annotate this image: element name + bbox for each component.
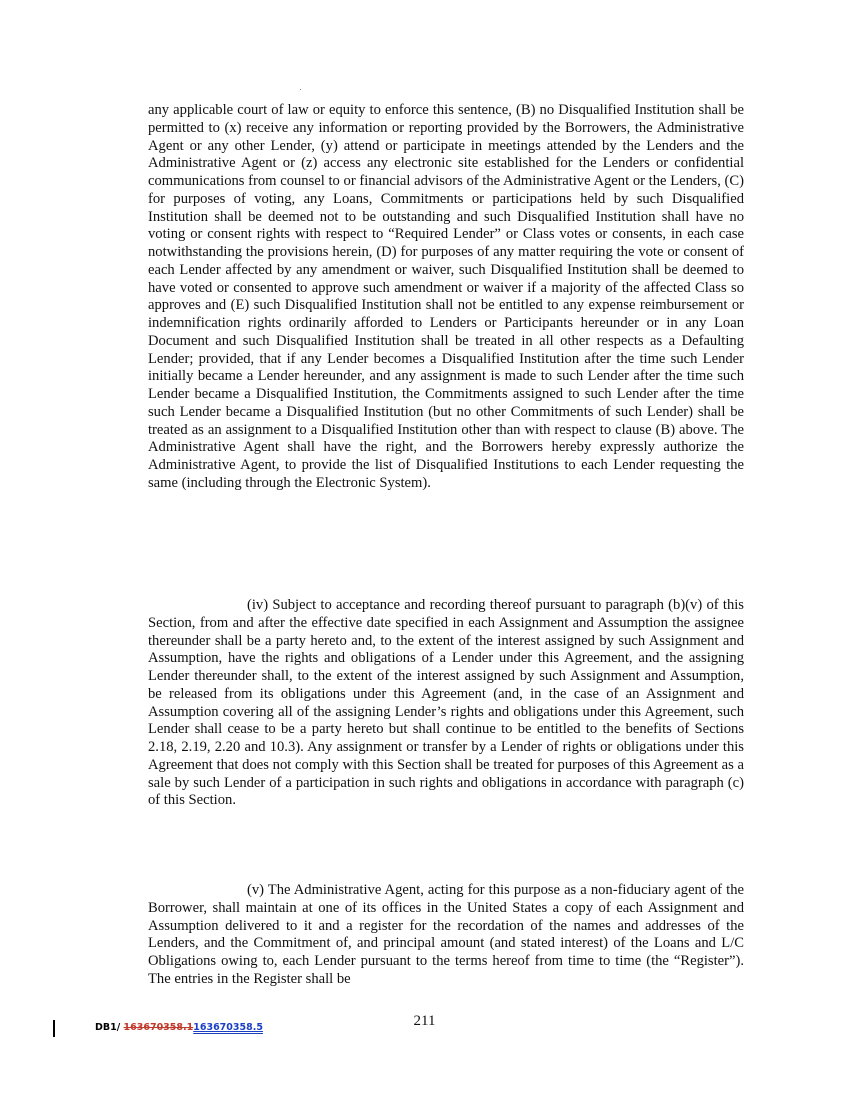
page-number: 211 — [413, 1013, 436, 1029]
body-paragraph-v: (v) The Administrative Agent, acting for this purpose as a non-fiduciary agent of the Borrower, shall maintain at one of its offices in the United States a copy of each Assignment and Assumption delivered to it and a register for the recordation of the names and addresses of the Lenders, and the Commitment of, and principal amount (and stated interest) of the Loans and L/C Obligations owing to, each Lender pursuant to the terms hereof from time to time (the “Register”). The entries in the Register shall be — [148, 882, 744, 987]
document-id-deleted: 163670358.1 — [123, 1022, 194, 1033]
body-paragraph: any applicable court of law or equity to enforce this sentence, (B) no Disqualified Institution shall be permitted to (x) receive any information or reporting provided by the Borrowers, the Administrative Agent or any other Lender, (y) attend or participate in meetings attended by the Lenders and the Administrative Agent or (z) access any electronic site established for the Lenders or confidential communications from counsel to or financial advisors of the Administrative Agent or the Lenders, (C) for purposes of voting, any Loans, Commitments or participations held by such Disqualified Institution shall be deemed not to be outstanding and such Disqualified Institution shall have no voting or consent rights with respect to “Required Lender” or Class votes or consents, in each case notwithstanding the provisions herein, (D) for purposes of any matter requiring the vote or consent of each Lender affected by any amendment or waiver, such Disqualified Institution shall be deemed to have voted or consented to approve such amendment or waiver if a majority of the affected Class so approves and (E) such Disqualified Institution shall not be entitled to any expense reimbursement or indemnification rights ordinarily afforded to Lenders or Participants hereunder or in any Loan Document and such Disqualified Institution shall be treated in all other respects as a Defaulting Lender; provided, that if any Lender becomes a Disqualified Institution after the time such Lender initially became a Lender hereunder, and any assignment is made to such Lender after the time such Lender became a Disqualified Institution, the Commitments assigned to such Lender after the time such Lender became a Disqualified Institution (but no other Commitments of such Lender) shall be treated as an assignment to a Disqualified Institution other than with respect to clause (B) above. The Administrative Agent shall have the right, and the Borrowers hereby expressly authorize the Administrative Agent, to provide the list of Disqualified Institutions to each Lender requesting the same (including through the Electronic System). — [148, 102, 744, 491]
body-paragraph-iv: (iv) Subject to acceptance and recording thereof pursuant to paragraph (b)(v) of this Section, from and after the effective date specified in each Assignment and Assumption the assignee thereunder shall be a party hereto and, to the extent of the interest assigned by such Assignment and Assumption, have the rights and obligations of a Lender under this Agreement, and the assigning Lender thereunder shall, to the extent of the interest assigned by such Assignment and Assumption, be released from its obligations under this Agreement (and, in the case of an Assignment and Assumption covering all of the assigning Lender’s rights and obligations under this Agreement, such Lender shall cease to be a party hereto but shall continue to be entitled to the benefits of Sections 2.18, 2.19, 2.20 and 10.3). Any assignment or transfer by a Lender of rights or obligations under this Agreement that does not comply with this Section shall be treated for purposes of this Agreement as a sale by such Lender of a participation in such rights and obligations in accordance with paragraph (c) of this Section. — [148, 597, 744, 809]
scan-artifact — [300, 89, 301, 90]
document-id-inserted: 163670358.5 — [193, 1022, 263, 1033]
document-id-prefix: DB1/ — [95, 1022, 124, 1033]
